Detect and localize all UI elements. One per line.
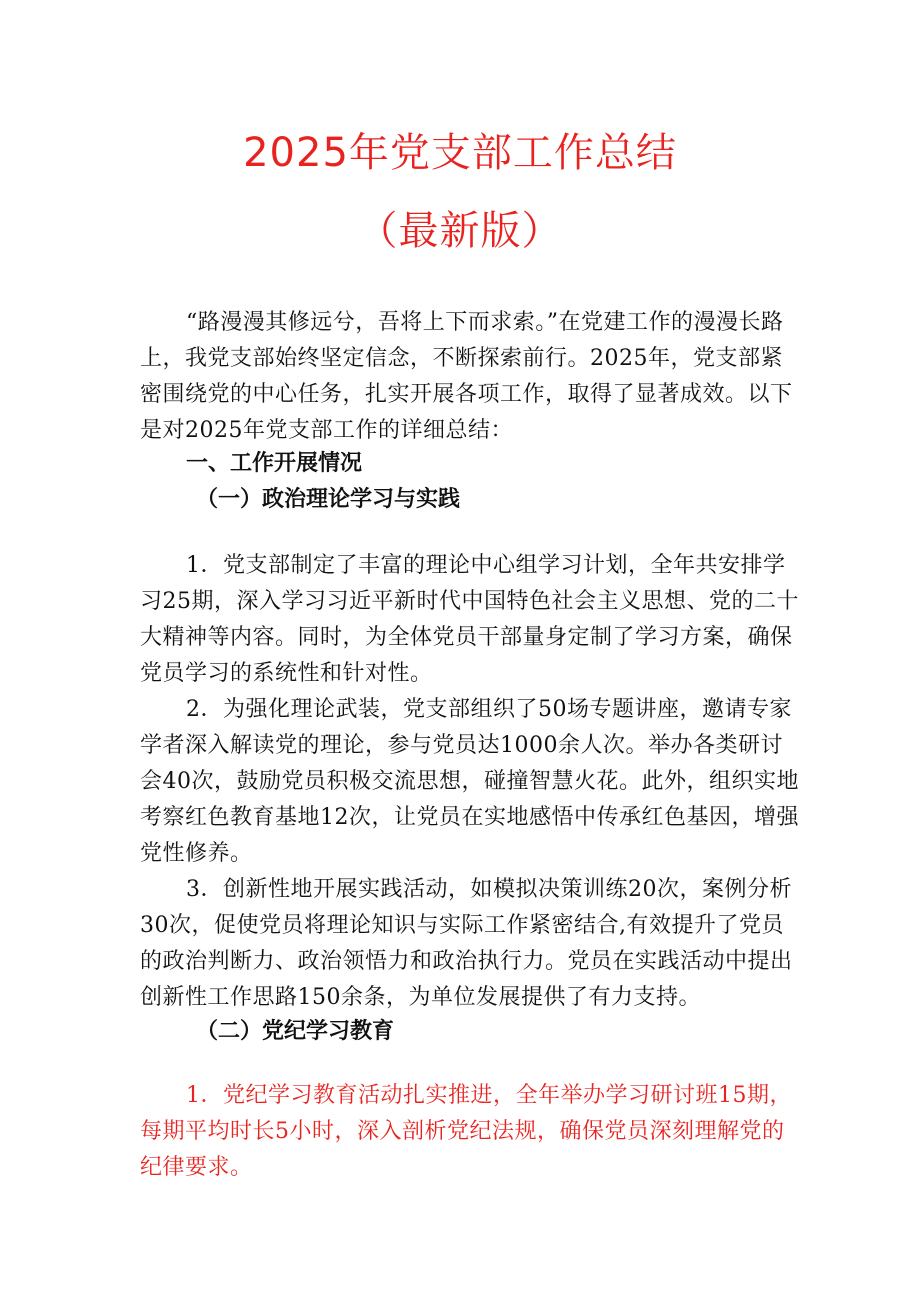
list-item: 2．为强化理论武装，党支部组织了50场专题讲座，邀请专家学者深入解读党的理论，参与党员达1000余人次。举办各类研讨会40次，鼓励党员积极交流思想，碰撞智慧火花。此外，组织实地考察红色教育基地12次，让党员在实地感悟中传承红色基因，增强党性修养。 [140, 697, 799, 866]
list-item: 1．党支部制定了丰富的理论中心组学习计划，全年共安排学习25期，深入学习习近平新时代中国特色社会主义思想、党的二十大精神等内容。同时，为全体党员干部量身定制了学习方案，确保党员学习的系统性和针对性。 [140, 553, 799, 686]
intro-paragraph: “路漫漫其修远兮，吾将上下而求索。”在党建工作的漫漫长路上，我党支部始终坚定信念，不断探索前行。2025年，党支部紧密围绕党的中心任务，扎实开展各项工作，取得了显著成效。以下是对2025年党支部工作的详细总结： [140, 310, 793, 443]
subsection-heading-1: （一）政治理论学习与实践 [196, 487, 461, 512]
section-heading-1: 一、工作开展情况 [186, 451, 363, 476]
subsection-heading-2: （二）党纪学习教育 [196, 1019, 395, 1044]
document-subtitle: （最新版） [357, 208, 563, 254]
list-item: 3．创新性地开展实践活动，如模拟决策训练20次，案例分析30次，促使党员将理论知识与实际工作紧密结合,有效提升了党员的政治判断力、政治领悟力和政治执行力。党员在实践活动中提出创新性工作思路150余条，为单位发展提供了有力支持。 [140, 877, 793, 1010]
list-item-highlighted: 1．党纪学习教育活动扎实推进，全年举办学习研讨班15期，每期平均时长5小时，深入剖析党纪法规，确保党员深刻理解党的纪律要求。 [140, 1083, 792, 1180]
document-title: 2025年党支部工作总结 [243, 130, 677, 176]
